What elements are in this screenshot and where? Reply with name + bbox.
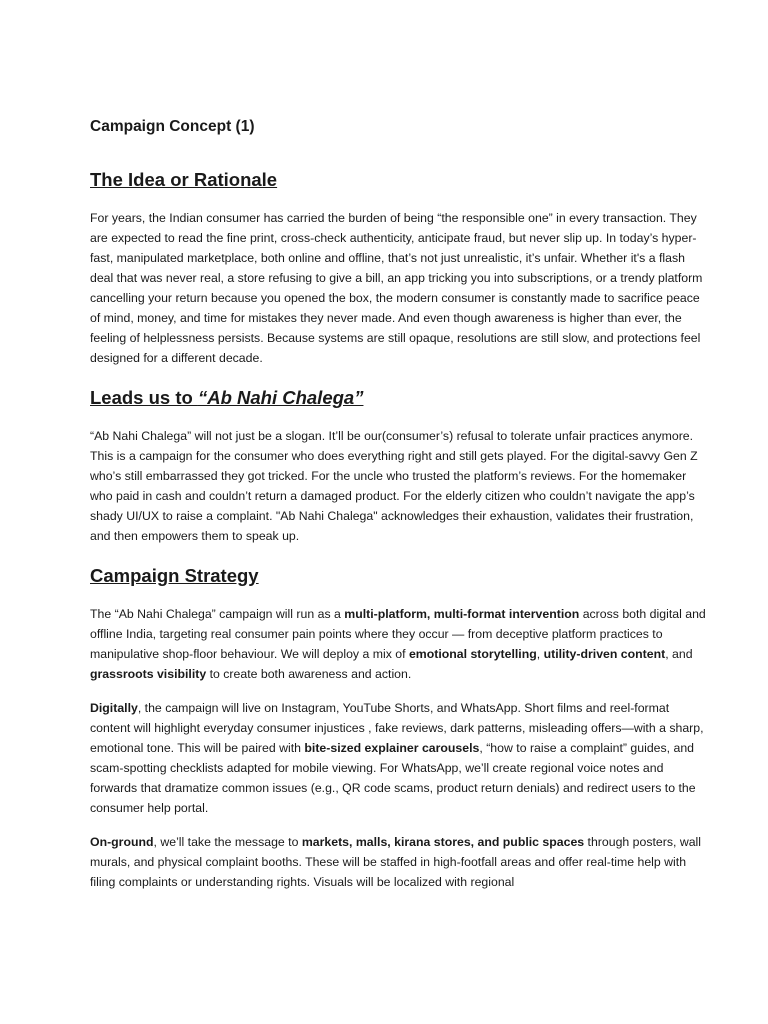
text-run: , and xyxy=(665,647,693,661)
bold-run: utility-driven content xyxy=(543,647,666,661)
bold-run: markets, malls, kirana stores, and public spaces xyxy=(301,835,585,849)
leads-heading-prefix: Leads us to xyxy=(90,387,198,408)
idea-paragraph: For years, the Indian consumer has carried the burden of being “the responsible one” in every transaction. They are expected to read the fine print, cross-check authenticity, anticipate fraud, but never slip up. In today’s hyper-fast, manipulated marketplace, both online and offline, that’s not just unrealistic, it’s unfair. Whether it's a flash deal that was never real, a store refusing to give a bill, an app tricking you into subscriptions, or a trendy platform cancelling your return because you opened the box, the modern consumer is constantly made to sacrifice peace of mind, money, and time for mistakes they never made. And even though awareness is higher than ever, the feeling of helplessness persists. Because systems are still opaque, resolutions are still slow, and protections feel designed for a different decade. xyxy=(90,211,703,365)
leads-heading xyxy=(90,384,708,412)
leads-paragraph: “Ab Nahi Chalega” will not just be a slogan. It’ll be our(consumer’s) refusal to tolerate unfair practices anymore. This is a campaign for the consumer who does everything right and still gets played. For the digital-savvy Gen Z who’s still embarrassed they got tricked. For the uncle who trusted the platform’s reviews. For the homemaker who paid in cash and couldn’t return a damaged product. For the elderly citizen who couldn’t navigate the app’s shady UI/UX to raise a complaint. "Ab Nahi Chalega" acknowledges their exhaustion, validates their frustration, and then empowers them to speak up. xyxy=(90,429,698,543)
bold-run: Digitally xyxy=(90,701,138,715)
text-run: to create both awareness and action. xyxy=(206,667,412,681)
text-run: , the campaign will live on Instagram, YouTube Shorts, and WhatsApp. Short films and reel-format content will highlight everyday consumer injustices , fake reviews, dark patterns, misleading offers—with a sharp, emotional tone. This will be paired with xyxy=(90,701,704,755)
text-run: , “how to raise a complaint” guides, and scam-spotting checklists adapted for mobile viewing. For WhatsApp, we’ll create regional voice notes and forwards that dramatize common issues (e.g., QR code scams, product return denials) and redirect users to the consumer help portal. xyxy=(90,741,696,815)
idea-heading: The Idea or Rationale xyxy=(90,169,278,190)
strategy-paragraph-1 xyxy=(90,604,708,684)
strategy-paragraph-3 xyxy=(90,832,708,892)
concept-title: Campaign Concept (1) xyxy=(90,118,255,135)
text-run: , we’ll take the message to xyxy=(153,835,302,849)
text-run: through posters, wall murals, and physical complaint booths. These will be staffed in high-footfall areas and offer real-time help with filing complaints or understanding rights. Visuals will be localized with regional xyxy=(90,835,702,889)
leads-heading-emphasis: “Ab Nahi Chalega” xyxy=(197,387,364,408)
text-run: across both digital and offline India, targeting real consumer pain points where they occur — from deceptive platform practices to manipulative shop-floor behaviour. We will deploy a mix of xyxy=(90,607,706,661)
bold-run: On-ground xyxy=(90,835,154,849)
bold-run: multi-platform, multi-format intervention xyxy=(344,607,580,621)
text-run: The “Ab Nahi Chalega” campaign will run as a xyxy=(90,607,345,621)
bold-run: bite-sized explainer carousels xyxy=(304,741,480,755)
strategy-heading: Campaign Strategy xyxy=(90,565,259,586)
text-run: , xyxy=(536,647,544,661)
bold-run: grassroots visibility xyxy=(90,667,207,681)
bold-run: emotional storytelling xyxy=(408,647,537,661)
strategy-paragraph-2 xyxy=(90,698,708,818)
